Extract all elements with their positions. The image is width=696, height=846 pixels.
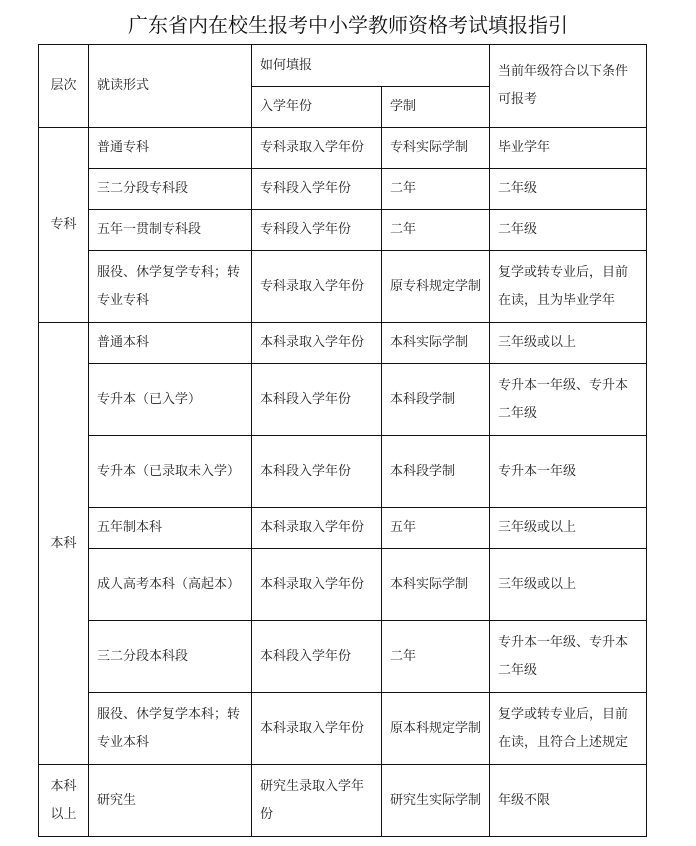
duration-cell: 五年	[382, 508, 490, 549]
header-form: 就读形式	[89, 45, 252, 128]
condition-cell: 复学或转专业后，目前在读，且符合上述规定	[490, 693, 647, 765]
enroll-year-cell: 本科段入学年份	[252, 364, 382, 436]
condition-cell: 三年级或以上	[490, 508, 647, 549]
enroll-year-cell: 研究生录取入学年份	[252, 765, 382, 837]
form-cell: 服役、休学复学专科；转专业专科	[89, 251, 252, 323]
duration-cell: 专科实际学制	[382, 128, 490, 169]
condition-cell: 三年级或以上	[490, 549, 647, 621]
table-row	[39, 323, 647, 364]
level-cell: 本科以上	[39, 765, 89, 837]
table-row	[39, 128, 647, 169]
condition-cell: 二年级	[490, 169, 647, 210]
header-how-to-fill: 如何填报	[252, 45, 490, 87]
duration-cell: 二年	[382, 210, 490, 251]
header-duration: 学制	[382, 87, 490, 128]
page-title: 广东省内在校生报考中小学教师资格考试填报指引	[128, 13, 568, 37]
table-row	[39, 508, 647, 549]
duration-cell: 原专科规定学制	[382, 251, 490, 323]
enroll-year-cell: 本科录取入学年份	[252, 323, 382, 364]
header-level: 层次	[39, 45, 89, 128]
duration-cell: 本科段学制	[382, 436, 490, 508]
duration-cell: 二年	[382, 621, 490, 693]
condition-cell: 二年级	[490, 210, 647, 251]
condition-cell: 复学或转专业后，目前在读，且为毕业学年	[490, 251, 647, 323]
duration-cell: 本科段学制	[382, 364, 490, 436]
form-cell: 成人高考本科（高起本）	[89, 549, 252, 621]
duration-cell: 研究生实际学制	[382, 765, 490, 837]
header-enroll-year: 入学年份	[252, 87, 382, 128]
table-row	[39, 169, 647, 210]
header-row	[39, 45, 647, 87]
form-cell: 普通本科	[89, 323, 252, 364]
enroll-year-cell: 本科段入学年份	[252, 621, 382, 693]
table-row	[39, 621, 647, 693]
form-cell: 普通专科	[89, 128, 252, 169]
condition-cell: 年级不限	[490, 765, 647, 837]
condition-cell: 专升本一年级、专升本二年级	[490, 364, 647, 436]
form-cell: 研究生	[89, 765, 252, 837]
table-row	[39, 210, 647, 251]
duration-cell: 二年	[382, 169, 490, 210]
condition-cell: 毕业学年	[490, 128, 647, 169]
table-row	[39, 364, 647, 436]
header-condition: 当前年级符合以下条件可报考	[490, 45, 647, 128]
level-cell: 专科	[39, 128, 89, 323]
enroll-year-cell: 专科段入学年份	[252, 169, 382, 210]
form-cell: 专升本（已入学）	[89, 364, 252, 436]
guide-table	[38, 44, 647, 837]
enroll-year-cell: 本科录取入学年份	[252, 693, 382, 765]
table-row	[39, 251, 647, 323]
table-row	[39, 549, 647, 621]
form-cell: 三二分段专科段	[89, 169, 252, 210]
enroll-year-cell: 专科录取入学年份	[252, 128, 382, 169]
form-cell: 五年一贯制专科段	[89, 210, 252, 251]
table-row	[39, 765, 647, 837]
enroll-year-cell: 本科段入学年份	[252, 436, 382, 508]
duration-cell: 本科实际学制	[382, 323, 490, 364]
duration-cell: 本科实际学制	[382, 549, 490, 621]
enroll-year-cell: 专科段入学年份	[252, 210, 382, 251]
form-cell: 五年制本科	[89, 508, 252, 549]
condition-cell: 专升本一年级	[490, 436, 647, 508]
form-cell: 三二分段本科段	[89, 621, 252, 693]
table-row	[39, 436, 647, 508]
enroll-year-cell: 专科录取入学年份	[252, 251, 382, 323]
enroll-year-cell: 本科录取入学年份	[252, 549, 382, 621]
condition-cell: 三年级或以上	[490, 323, 647, 364]
duration-cell: 原本科规定学制	[382, 693, 490, 765]
condition-cell: 专升本一年级、专升本二年级	[490, 621, 647, 693]
level-cell: 本科	[39, 323, 89, 765]
table-row	[39, 693, 647, 765]
enroll-year-cell: 本科录取入学年份	[252, 508, 382, 549]
form-cell: 专升本（已录取未入学）	[89, 436, 252, 508]
form-cell: 服役、休学复学本科；转专业本科	[89, 693, 252, 765]
